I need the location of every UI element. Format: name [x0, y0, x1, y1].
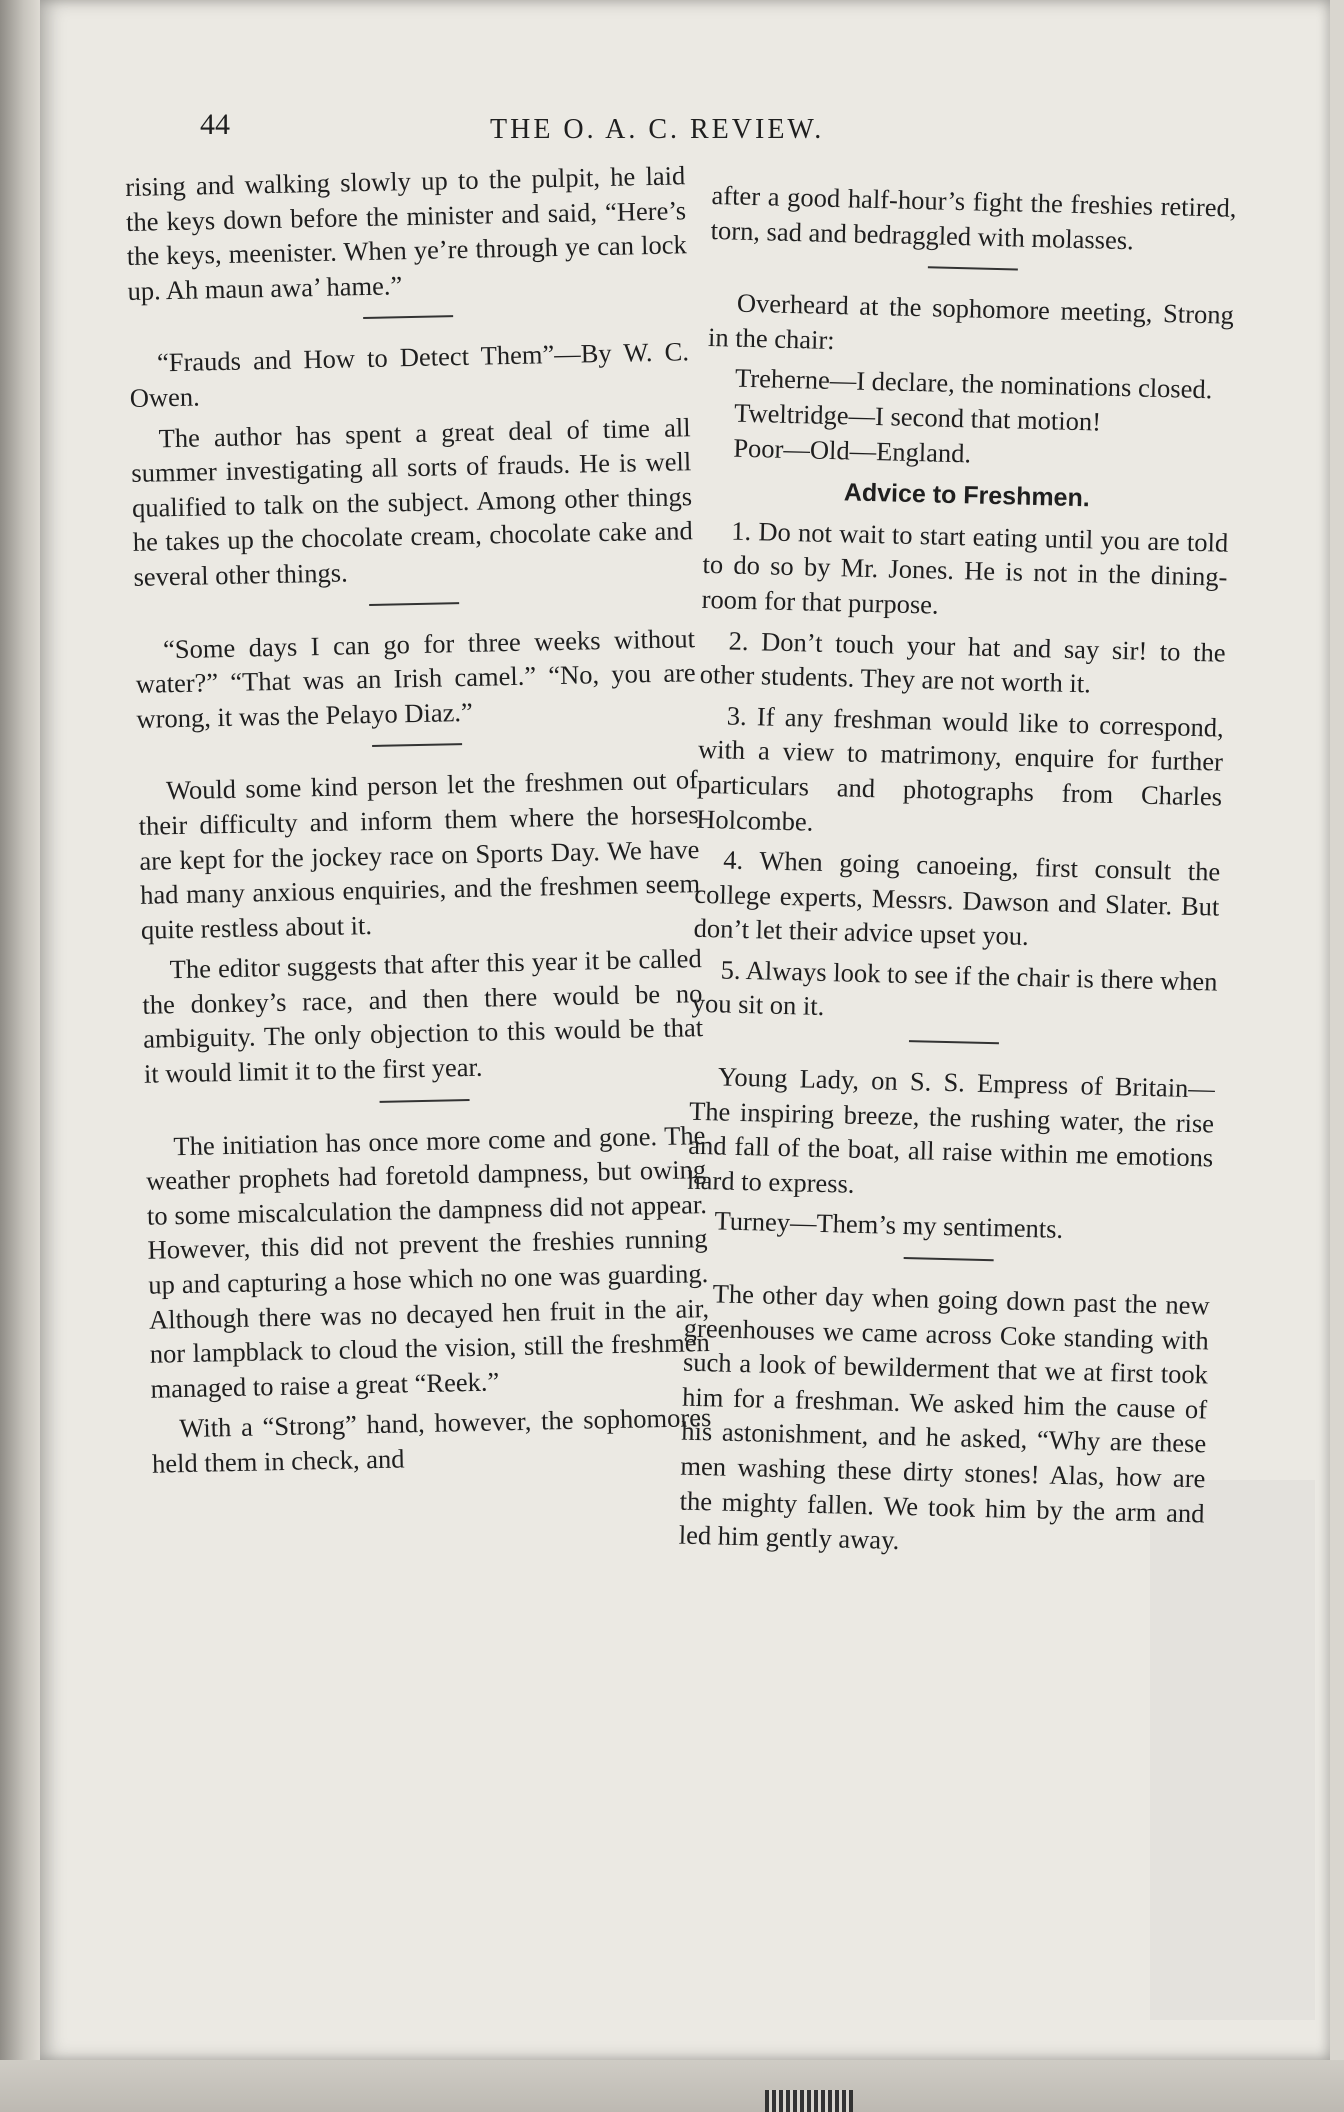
- section-divider: [927, 266, 1017, 270]
- section-divider: [380, 1099, 470, 1103]
- section-divider: [903, 1257, 993, 1261]
- paragraph: Treherne—I declare, the nominations closed.: [734, 363, 1213, 405]
- advice-item: 5. Always look to see if the chair is there when you sit on it.: [691, 954, 1218, 1022]
- paragraph: rising and walking slowly up to the pulpit, he laid the keys down before the minister and said, “Here’s the keys, meenister. When ye’re through ye can lock up. Ah maun awa’ hame.”: [125, 160, 687, 306]
- paragraph: Young Lady, on S. S. Empress of Britain—The inspiring breeze, the rushing water, the rise and fall of the boat, all raise within me emotions hard to express.: [687, 1061, 1216, 1199]
- paragraph: The initiation has once more come and gone. The weather prophets had foretold dampness, but owing to some miscalculation the dampness did not appear. However, this did not prevent the freshies running up and capturing a hose which no one was guarding. Although there was no decayed hen fruit in the air, nor lampblack to cloud the vision, still the freshmen managed to raise a great “Reek.”: [145, 1119, 710, 1404]
- paragraph: after a good half-hour’s fight the freshies retired, torn, sad and bedraggled with molasses.: [710, 179, 1237, 255]
- advice-item: 3. If any freshman would like to correspond, with a view to matrimony, enquire for further particulars and photographs from Charles Holcombe.: [695, 700, 1225, 837]
- section-divider: [908, 1040, 998, 1044]
- advice-item: 4. When going canoeing, first consult the college experts, Messrs. Dawson and Slater. But don’t let their advice upset you.: [693, 844, 1221, 952]
- page-bottom-edge: [0, 2060, 1344, 2112]
- paragraph: The other day when going down past the new greenhouses we came across Coke standing with such a look of bewilderment that we at first took him for a freshman. We asked him the cause of his astonishment, and he asked, “Why are these men washing these dirty stones! Alas, how are the mighty fallen. We took him by the arm and led him gently away.: [678, 1278, 1210, 1556]
- advice-item: 1. Do not wait to start eating until you are told to do so by Mr. Jones. He is not in the dining-room for that purpose.: [701, 515, 1229, 620]
- paragraph: The author has spent a great deal of time all summer investigating all sorts of frauds. He is well qualified to talk on the subject. Among other things he takes up the chocolate cream, chocolate cake and several other things.: [131, 411, 693, 592]
- paragraph: With a “Strong” hand, however, the sophomores held them in check, and: [151, 1402, 712, 1479]
- page-header: [200, 108, 900, 158]
- paragraph: Poor—Old—England.: [733, 432, 972, 468]
- paragraph: “Some days I can go for three weeks without water?” “That was an Irish camel.” “No, you are wrong, it was the Pelayo Diaz.”: [135, 622, 696, 734]
- paragraph: Tweltridge—I second that motion!: [733, 397, 1102, 437]
- paragraph: The editor suggests that after this year it be called the donkey’s race, and then there would be no ambiguity. The only objection to this would be that it would limit it to the first year.: [142, 943, 704, 1089]
- paragraph: “Frauds and How to Detect Them”—By W. C. Owen.: [129, 336, 690, 413]
- page-number: 44: [200, 108, 230, 141]
- advice-item: 2. Don’t touch your hat and say sir! to the other students. They are not worth it.: [699, 625, 1226, 699]
- advice-heading: Advice to Freshmen.: [843, 478, 1091, 513]
- book-spine-shadow: [0, 0, 40, 2112]
- paragraph: Would some kind person let the freshmen out of their difficulty and inform them where the horses are kept for the jockey race on Sports Day. We have had many anxious enquiries, and the freshmen seem quite restless about it.: [138, 764, 701, 945]
- paragraph: Turney—Them’s my sentiments.: [714, 1205, 1064, 1245]
- left-column: [125, 158, 712, 1487]
- section-divider: [369, 602, 459, 606]
- section-divider: [372, 743, 462, 747]
- running-title: THE O. A. C. REVIEW.: [490, 114, 825, 145]
- section-divider: [363, 316, 453, 320]
- paragraph: Overheard at the sophomore meeting, Strong in the chair:: [707, 287, 1235, 355]
- right-column: [678, 178, 1237, 1571]
- binding-clip: [765, 2090, 853, 2112]
